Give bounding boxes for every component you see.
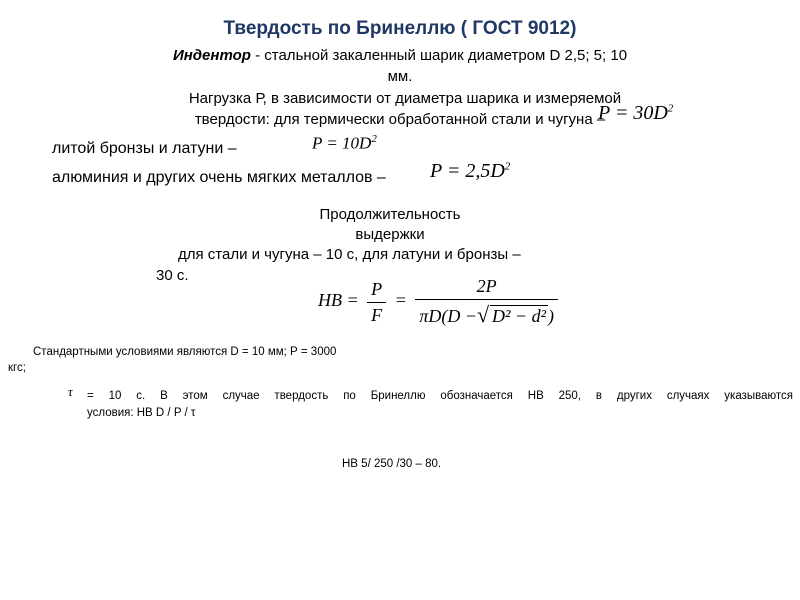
- sqrt-sign: √: [476, 302, 490, 327]
- standard-line-2: кгс;: [8, 362, 26, 374]
- duration-line-4: 30 с.: [156, 267, 189, 284]
- formula-bronze: $P = 10D^2$: [312, 133, 377, 153]
- indentor-line-1: [100, 46, 700, 65]
- aluminum-line: алюминия и других очень мягких металлов –: [52, 169, 386, 186]
- fraction-2p: $\frac{2P}{\text{πD(D −√ D² − d² )}}$: [415, 276, 558, 328]
- fraction-p-f: $\frac{P}{F}$: [367, 279, 386, 326]
- tau-symbol: τ: [68, 384, 73, 399]
- tau-line-2: условия: НВ D / P / τ: [87, 407, 196, 419]
- indentor-line-2: мм.: [387, 68, 413, 85]
- indentor-label: Индентор: [172, 47, 251, 64]
- formula-aluminum: $P = 2,5D^2$: [430, 160, 511, 182]
- tau-line-1: = 10 с. В этом случае твердость по Бринеллю обозначается НВ 250, в других случаях указываются: [87, 390, 793, 402]
- example-line: НВ 5/ 250 /30 – 80.: [342, 458, 442, 470]
- duration-line-2: выдержки: [355, 226, 425, 243]
- duration-line-3: для стали и чугуна – 10 с, для латуни и бронзы –: [178, 246, 521, 263]
- hb-lhs: HB: [318, 290, 342, 311]
- standard-line-1: Стандартными условиями являются D = 10 мм; Р = 3000: [33, 346, 337, 358]
- load-line-2: твердости: для термически обработанной стали и чугуна –: [194, 111, 606, 128]
- page-title: Твердость по Бринеллю ( ГОСТ 9012): [223, 18, 577, 39]
- load-line-1: Нагрузка Р, в зависимости от диаметра шарика и измеряемой: [188, 90, 622, 107]
- duration-line-1: Продолжительность: [319, 206, 461, 223]
- hb-formula: HB = $\frac{P}{F}$ = $\frac{2P}{\text{πD(D −√ D² − d² )}}$: [318, 276, 562, 328]
- bronze-line: литой бронзы и латуни –: [52, 140, 237, 157]
- indentor-text: - стальной закаленный шарик диаметром D 2,5; 5; 10: [250, 47, 628, 64]
- formula-steel: $P = 30D^2$: [598, 102, 674, 124]
